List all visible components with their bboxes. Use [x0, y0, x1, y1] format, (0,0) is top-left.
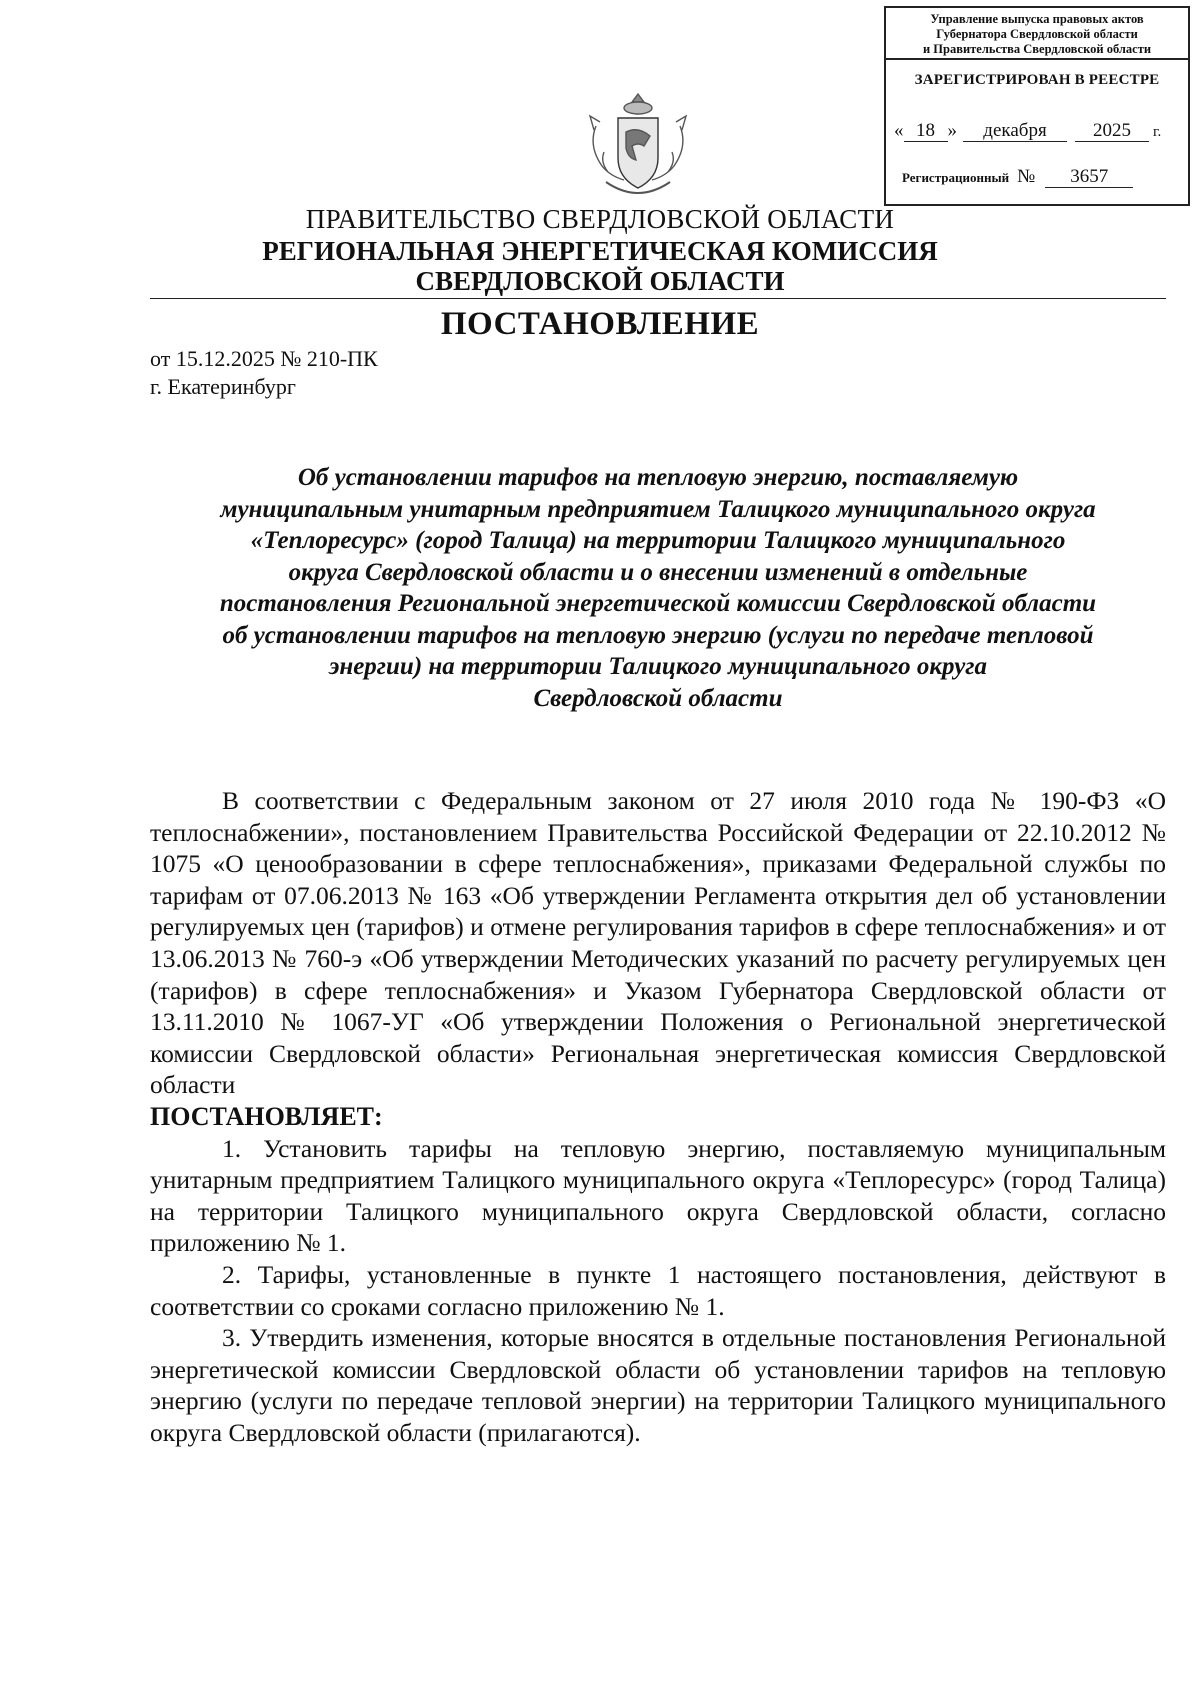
- stamp-number-row: [902, 166, 1184, 188]
- subject-line: энергии) на территории Талицкого муниципального округа: [328, 653, 988, 680]
- subject-line: постановления Региональной энергетической комиссии Свердловской области: [219, 590, 1097, 617]
- decree-heading: ПОСТАНОВЛЯЕТ:: [150, 1101, 383, 1131]
- decree-item: 3. Утвердить изменения, которые вносятся в отдельные постановления Региональной энергетической комиссии Свердловской области об установлении тарифов на тепловую энергию (услуги по передаче тепловой энергии) на территории Талицкого муниципального округа Свердловской области (прилагаются).: [150, 1323, 1166, 1447]
- header-divider: [150, 298, 1166, 299]
- document-subject: [150, 462, 1166, 714]
- stamp-date: « 18 » декабря 2025 г.: [894, 120, 1162, 141]
- subject-line: Свердловской области: [533, 684, 783, 712]
- stamp-number-sign: №: [1017, 166, 1036, 187]
- document-city: г. Екатеринбург: [150, 374, 296, 399]
- stamp-year: 2025: [1075, 121, 1149, 142]
- document-date-number: от 15.12.2025 № 210-ПК: [150, 346, 378, 371]
- government-name: ПРАВИТЕЛЬСТВО СВЕРДЛОВСКОЙ ОБЛАСТИ: [305, 204, 895, 234]
- document-type-title: ПОСТАНОВЛЕНИЕ: [440, 306, 760, 342]
- preamble-paragraph: В соответствии с Федеральным законом от 27 июля 2010 года № 190-ФЗ «О теплоснабжении», постановлением Правительства Российской Федерации от 22.10.2012 № 1075 «О ценообразовании в сфере теплоснабжения», приказами Федеральной службы по тарифам от 07.06.2013 № 163 «Об утверждении Регламента открытия дел об установлении регулируемых цен (тарифов) и отмене регулирования тарифов в сфере теплоснабжения» и от 13.06.2013 № 760-э «Об утверждении Методических указаний по расчету регулируемых цен (тарифов) в сфере теплоснабжения» и Указом Губернатора Свердловской области от 13.11.2010 № 1067-УГ «Об утверждении Положения о Региональной энергетической комиссии Свердловской области» Региональная энергетическая комиссия Свердловской области: [150, 786, 1166, 1100]
- stamp-number: 3657: [1045, 167, 1133, 188]
- subject-line: муниципальным унитарным предприятием Талицкого муниципального округа: [220, 495, 1096, 523]
- coat-of-arms-icon: [586, 92, 690, 204]
- decree-item: 1. Установить тарифы на тепловую энергию, поставляемую муниципальным унитарным предприятием Талицкого муниципального округа «Теплоресурс» (город Талица) на территории Талицкого муниципального округа Свердловской области, согласно приложению № 1.: [150, 1133, 1166, 1258]
- commission-name-line1: РЕГИОНАЛЬНАЯ ЭНЕРГЕТИЧЕСКАЯ КОМИССИЯ: [262, 236, 938, 266]
- commission-name-line2: СВЕРДЛОВСКОЙ ОБЛАСТИ: [415, 266, 785, 296]
- stamp-month: декабря: [963, 121, 1067, 142]
- stamp-header-line: Губернатора Свердловской области: [936, 27, 1138, 41]
- stamp-header: [886, 8, 1188, 60]
- registry-stamp: [884, 6, 1190, 206]
- stamp-number-label: Регистрационный: [902, 170, 1010, 185]
- subject-line: Об установлении тарифов на тепловую энергию, поставляемую: [297, 464, 1019, 491]
- subject-line: об установлении тарифов на тепловую энергию (услуги по передаче тепловой: [222, 621, 1094, 649]
- stamp-header-line: и Правительства Свердловской области: [922, 42, 1152, 56]
- stamp-registered: ЗАРЕГИСТРИРОВАН В РЕЕСТРЕ: [914, 72, 1160, 88]
- subject-line: «Теплоресурс» (город Талица) на территории Талицкого муниципального: [250, 527, 1066, 554]
- document-body: [150, 785, 1166, 1448]
- decree-item: 2. Тарифы, установленные в пункте 1 настоящего постановления, действуют в соответствии со сроками согласно приложению № 1.: [150, 1259, 1166, 1321]
- stamp-year-suffix: г.: [1153, 124, 1162, 140]
- stamp-day: 18: [904, 121, 948, 142]
- subject-line: округа Свердловской области и о внесении изменений в отдельные: [288, 558, 1028, 586]
- stamp-header-line: Управление выпуска правовых актов: [930, 12, 1144, 26]
